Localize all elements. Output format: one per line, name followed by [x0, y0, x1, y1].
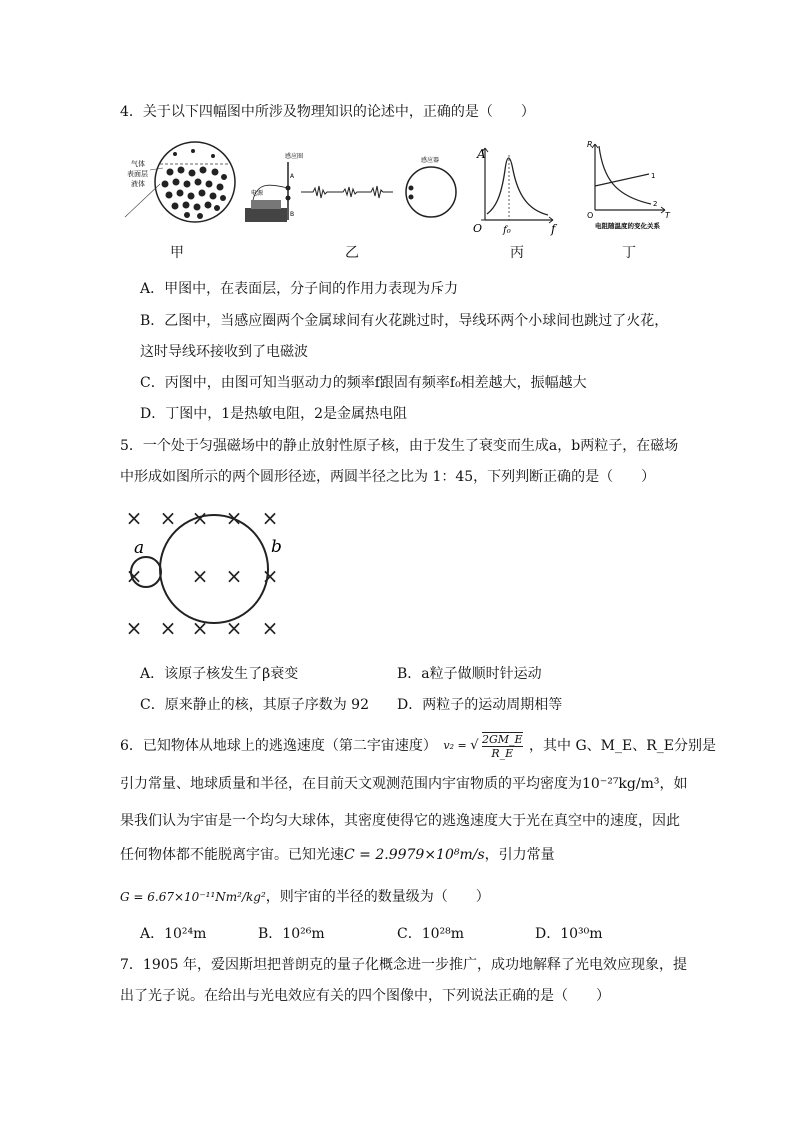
- ding-title: 电阻随温度的变化关系: [595, 222, 660, 230]
- yi-label-coil: 感应圈: [285, 153, 304, 160]
- q6-option-c: C．10²⁸m: [397, 926, 465, 942]
- light-speed: C = 2.9979×10⁸m/s: [344, 847, 485, 863]
- yi-label-a: A: [290, 173, 295, 180]
- ding-y-axis: R: [587, 140, 593, 149]
- q7-stem-line2: 出了光子说。在给出与光电效应有关的四个图像中，下列说法正确的是（ ）: [120, 988, 610, 1004]
- q6-line2-pre: 引力常量、地球质量和半径，在目前天文观测范围内宇宙物质的平均密度为: [120, 776, 582, 792]
- q6-stem-line1: [120, 732, 716, 760]
- q6-stem-post: ，其中 G、M_E、R_E分别是: [529, 738, 716, 754]
- q4-option-d: D．丁图中，1是热敏电阻，2是金属热电阻: [140, 406, 408, 422]
- q6-stem-line3: 果我们认为宇宙是一个均匀大球体，其密度使得它的逃逸速度大于光在真空中的速度，因此: [120, 813, 680, 829]
- q6-line5-post: ，则宇宙的半径的数量级为（ ）: [265, 889, 490, 905]
- figure-jia: [125, 142, 245, 232]
- sqrt-sign: √: [470, 738, 479, 753]
- field-mark: ×: [261, 616, 279, 640]
- gravitational-constant: G = 6.67×10⁻¹¹Nm²/kg²: [120, 890, 266, 904]
- yi-label-b: B: [290, 211, 295, 218]
- formula-numerator: 2GM_E: [482, 733, 523, 746]
- ding-origin: O: [587, 211, 594, 220]
- q6-option-b: B．10²⁶m: [258, 926, 325, 942]
- formula-v: v₂ =: [443, 739, 467, 752]
- field-mark: ×: [225, 616, 243, 640]
- jia-label-surface: 表面层: [127, 170, 148, 178]
- label-b: b: [271, 537, 282, 557]
- field-mark: ×: [225, 506, 243, 530]
- q4-stem: 4．关于以下四幅图中所涉及物理知识的论述中，正确的是（ ）: [120, 104, 535, 120]
- field-mark: ×: [191, 564, 209, 588]
- field-mark: ×: [191, 616, 209, 640]
- field-mark: ×: [261, 506, 279, 530]
- density-value: 10⁻²⁷kg/m³: [582, 776, 660, 792]
- ding-curve-1: 1: [651, 172, 656, 180]
- bing-x-axis: f: [551, 222, 556, 236]
- ding-x-axis: T: [665, 211, 670, 220]
- q5-stem-line2: 中形成如图所示的两个圆形径迹，两圆半径之比为 1：45，下列判断正确的是（ ）: [120, 469, 656, 485]
- q4-option-c: C．丙图中，由图可知当驱动力的频率f跟固有频率f₀相差越大，振幅越大: [140, 375, 587, 391]
- label-a: a: [134, 538, 145, 558]
- q6-option-d: D．10³⁰m: [535, 926, 603, 942]
- bing-y-axis: A: [477, 147, 486, 161]
- q5-option-c: C．原来静止的核，其原子序数为 92: [140, 697, 369, 713]
- q4-option-b-cont: 这时导线环接收到了电磁波: [140, 344, 308, 360]
- q4-option-a: A．甲图中，在表面层，分子间的作用力表现为斥力: [140, 281, 459, 297]
- q6-stem-line2: [120, 774, 687, 794]
- q6-stem-line5: [120, 887, 490, 907]
- field-mark: ×: [159, 616, 177, 640]
- q6-line2-post: ，如: [659, 776, 688, 792]
- q6-option-a: A．10²⁴m: [140, 926, 207, 942]
- jia-label-gas: 气体: [131, 160, 145, 168]
- q5-option-b: B．a粒子做顺时针运动: [397, 666, 542, 682]
- field-mark: ×: [125, 616, 143, 640]
- q4-option-b: B．乙图中，当感应圈两个金属球间有火花跳过时，导线环两个小球间也跳过了火花，: [140, 313, 669, 329]
- q5-option-d: D．两粒子的运动周期相等: [397, 697, 563, 713]
- q7-stem-line1: 7．1905 年，爱因斯坦把普朗克的量子化概念进一步推广，成功地解释了光电效应现象，提: [120, 957, 687, 973]
- escape-velocity-formula: [443, 732, 522, 760]
- formula-fraction: [482, 732, 523, 760]
- jia-label-liquid: 液体: [131, 180, 145, 188]
- bing-tick-f0: f₀: [503, 225, 511, 236]
- figure-bing: [473, 140, 558, 235]
- caption-yi: 乙: [345, 245, 359, 261]
- field-mark: ×: [125, 564, 143, 588]
- figure-ding: [585, 138, 675, 233]
- field-mark: ×: [159, 506, 177, 530]
- figure-yi: [243, 150, 458, 230]
- caption-jia: 甲: [170, 245, 184, 261]
- field-mark: ×: [225, 564, 243, 588]
- yi-label-detector: 感应器: [421, 157, 440, 164]
- bing-origin: O: [473, 222, 483, 235]
- q6-line4-post: ，引力常量: [484, 847, 555, 863]
- yi-label-source: 电源: [251, 190, 264, 197]
- field-mark: ×: [261, 564, 279, 588]
- q6-stem-pre: 6．已知物体从地球上的逃逸速度（第二宇宙速度）: [120, 738, 437, 754]
- caption-ding: 丁: [622, 245, 636, 261]
- field-mark: ×: [191, 506, 209, 530]
- q5-magnetic-field-figure: [120, 505, 290, 645]
- formula-denominator: R_E: [491, 747, 514, 760]
- q6-stem-line4: [120, 845, 555, 865]
- ding-curve-2: 2: [653, 200, 658, 208]
- q5-option-a: A．该原子核发生了β衰变: [140, 666, 299, 682]
- q6-line4-pre: 任何物体都不能脱离宇宙。已知光速: [120, 847, 344, 863]
- q5-stem-line1: 5．一个处于匀强磁场中的静止放射性原子核，由于发生了衰变而生成a，b两粒子，在磁场: [120, 438, 679, 454]
- caption-bing: 丙: [510, 245, 524, 261]
- field-mark: ×: [125, 506, 143, 530]
